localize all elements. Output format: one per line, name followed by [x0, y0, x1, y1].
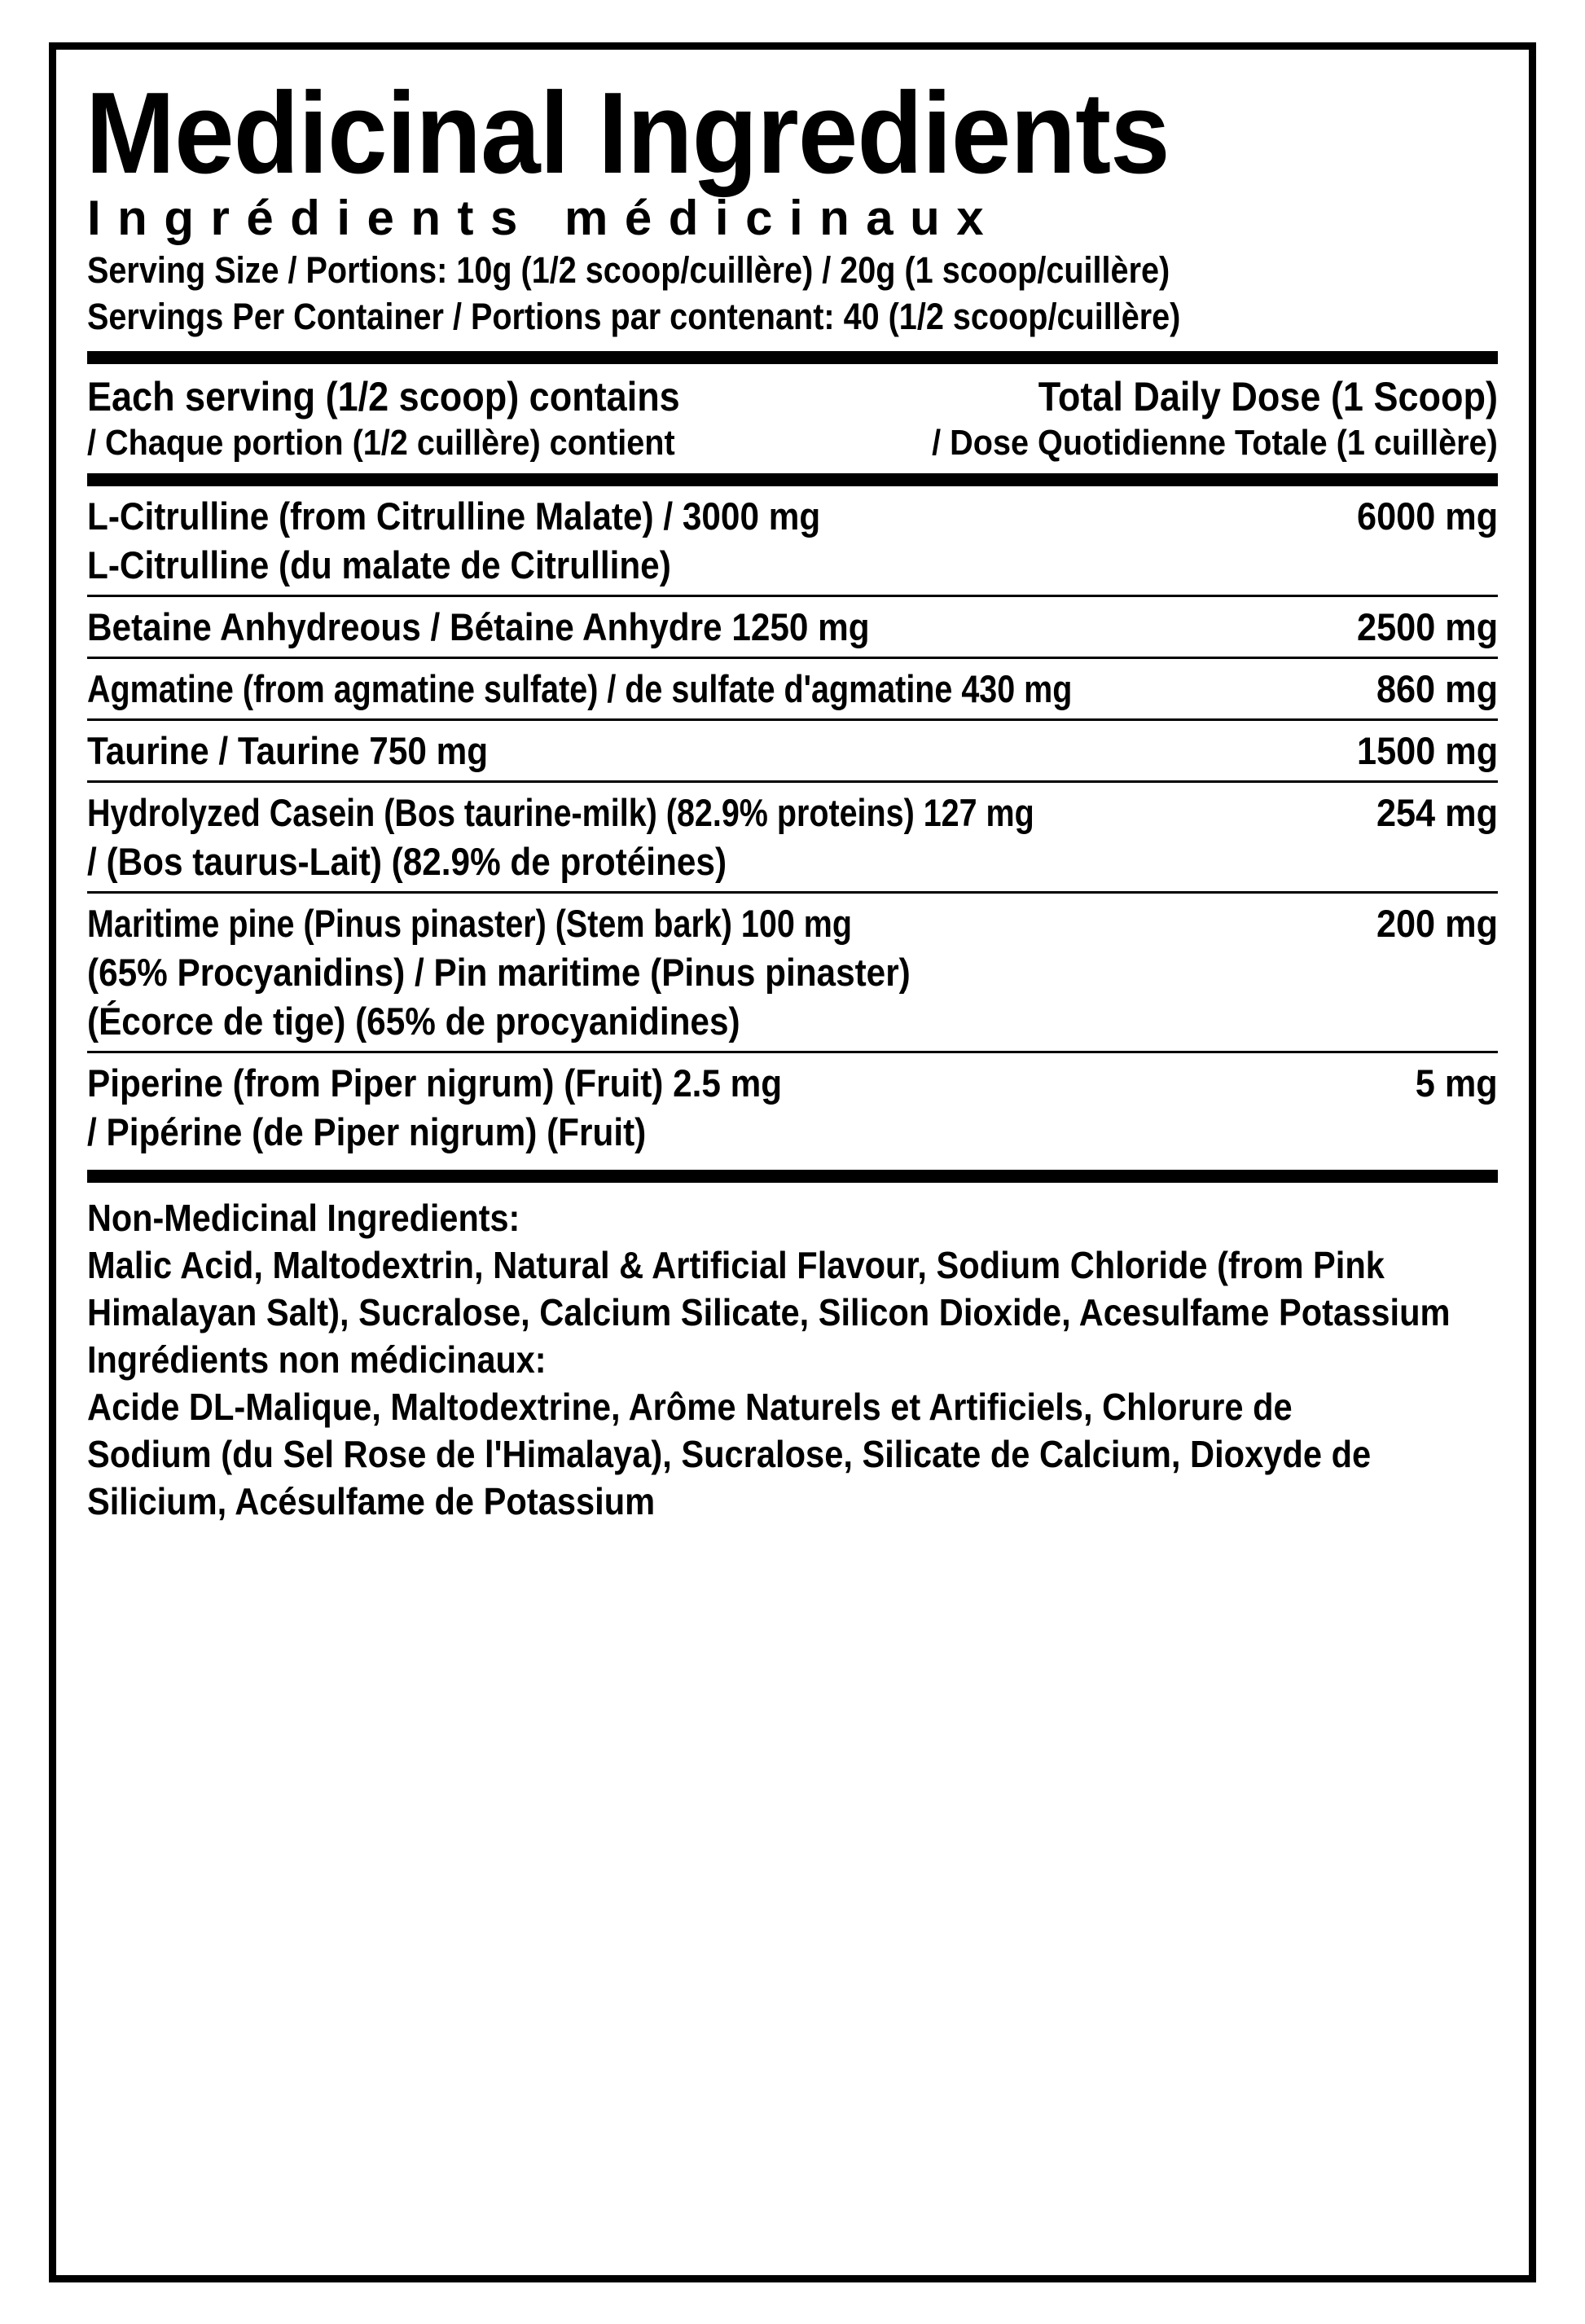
ingredient-name-continued: / Pipérine (de Piper nigrum) (Fruit) — [87, 1110, 647, 1153]
ingredient-name: Hydrolyzed Casein (Bos taurine-milk) (82.9% proteins) 127 mg — [87, 791, 1034, 834]
page-title-french: Ingrédients médicinaux — [87, 191, 1001, 245]
header-total-daily-en: Total Daily Dose (1 Scoop) — [1038, 374, 1498, 420]
divider-thick-second — [87, 473, 1498, 486]
ingredient-daily-dose: 860 mg — [1376, 667, 1498, 710]
ingredient-name-continued: / (Bos taurus-Lait) (82.9% de protéines) — [87, 840, 727, 883]
ingredient-name-continued: L-Citrulline (du malate de Citrulline) — [87, 543, 671, 586]
ingredient-row — [87, 721, 1498, 780]
ingredient-daily-dose: 254 mg — [1376, 791, 1498, 834]
ingredient-name: Betaine Anhydreous / Bétaine Anhydre 1250 mg — [87, 605, 870, 648]
ingredient-row — [87, 597, 1498, 657]
header-each-serving-fr: / Chaque portion (1/2 cuillère) contient — [87, 423, 675, 463]
servings-per-container-line: Servings Per Container / Portions par contenant: 40 (1/2 scoop/cuillère) — [87, 296, 1181, 337]
header-each-serving-en: Each serving (1/2 scoop) contains — [87, 374, 680, 420]
non-medicinal-body-fr-line3: Silicium, Acésulfame de Potassium — [87, 1480, 656, 1522]
serving-size-line: Serving Size / Portions: 10g (1/2 scoop/cuillère) / 20g (1 scoop/cuillère) — [87, 249, 1170, 291]
ingredient-name-continued: (65% Procyanidins) / Pin maritime (Pinus pinaster) — [87, 951, 911, 994]
ingredient-daily-dose: 5 mg — [1416, 1061, 1498, 1105]
ingredient-daily-dose: 6000 mg — [1356, 494, 1498, 538]
non-medicinal-heading-fr: Ingrédients non médicinaux: — [87, 1338, 547, 1381]
non-medicinal-section — [87, 1194, 1498, 1525]
divider-thick-bottom — [87, 1170, 1498, 1183]
non-medicinal-body-en-line2: Himalayan Salt), Sucralose, Calcium Silicate, Silicon Dioxide, Acesulfame Potassium — [87, 1291, 1451, 1333]
ingredient-name: L-Citrulline (from Citrulline Malate) / 3000 mg — [87, 494, 821, 538]
ingredient-daily-dose: 2500 mg — [1356, 605, 1498, 648]
supplement-facts-panel — [49, 42, 1536, 2282]
ingredient-name-continued-2: (Écorce de tige) (65% de procyanidines) — [87, 999, 740, 1043]
ingredient-row — [87, 783, 1498, 891]
ingredient-row — [87, 486, 1498, 595]
ingredient-row — [87, 659, 1498, 718]
ingredient-name: Agmatine (from agmatine sulfate) / de sulfate d'agmatine 430 mg — [87, 667, 1073, 710]
non-medicinal-body-en-line1: Malic Acid, Maltodextrin, Natural & Artificial Flavour, Sodium Chloride (from Pink — [87, 1244, 1385, 1286]
non-medicinal-body-fr-line2: Sodium (du Sel Rose de l'Himalaya), Sucralose, Silicate de Calcium, Dioxyde de — [87, 1433, 1372, 1475]
non-medicinal-heading-en: Non-Medicinal Ingredients: — [87, 1197, 520, 1239]
dose-header — [87, 372, 1498, 465]
ingredient-name: Maritime pine (Pinus pinaster) (Stem bark) 100 mg — [87, 902, 852, 945]
ingredient-name: Piperine (from Piper nigrum) (Fruit) 2.5 mg — [87, 1061, 783, 1105]
ingredient-daily-dose: 1500 mg — [1356, 729, 1498, 772]
non-medicinal-body-fr-line1: Acide DL-Malique, Maltodextrine, Arôme Naturels et Artificiels, Chlorure de — [87, 1386, 1293, 1428]
divider-thick-top — [87, 351, 1498, 364]
page-title-english: Medicinal Ingredients — [86, 68, 1170, 198]
header-total-daily-fr: / Dose Quotidienne Totale (1 cuillère) — [932, 423, 1498, 463]
ingredient-name: Taurine / Taurine 750 mg — [87, 729, 489, 772]
ingredient-row — [87, 894, 1498, 1051]
ingredient-daily-dose: 200 mg — [1376, 902, 1498, 945]
ingredient-row — [87, 1053, 1498, 1162]
